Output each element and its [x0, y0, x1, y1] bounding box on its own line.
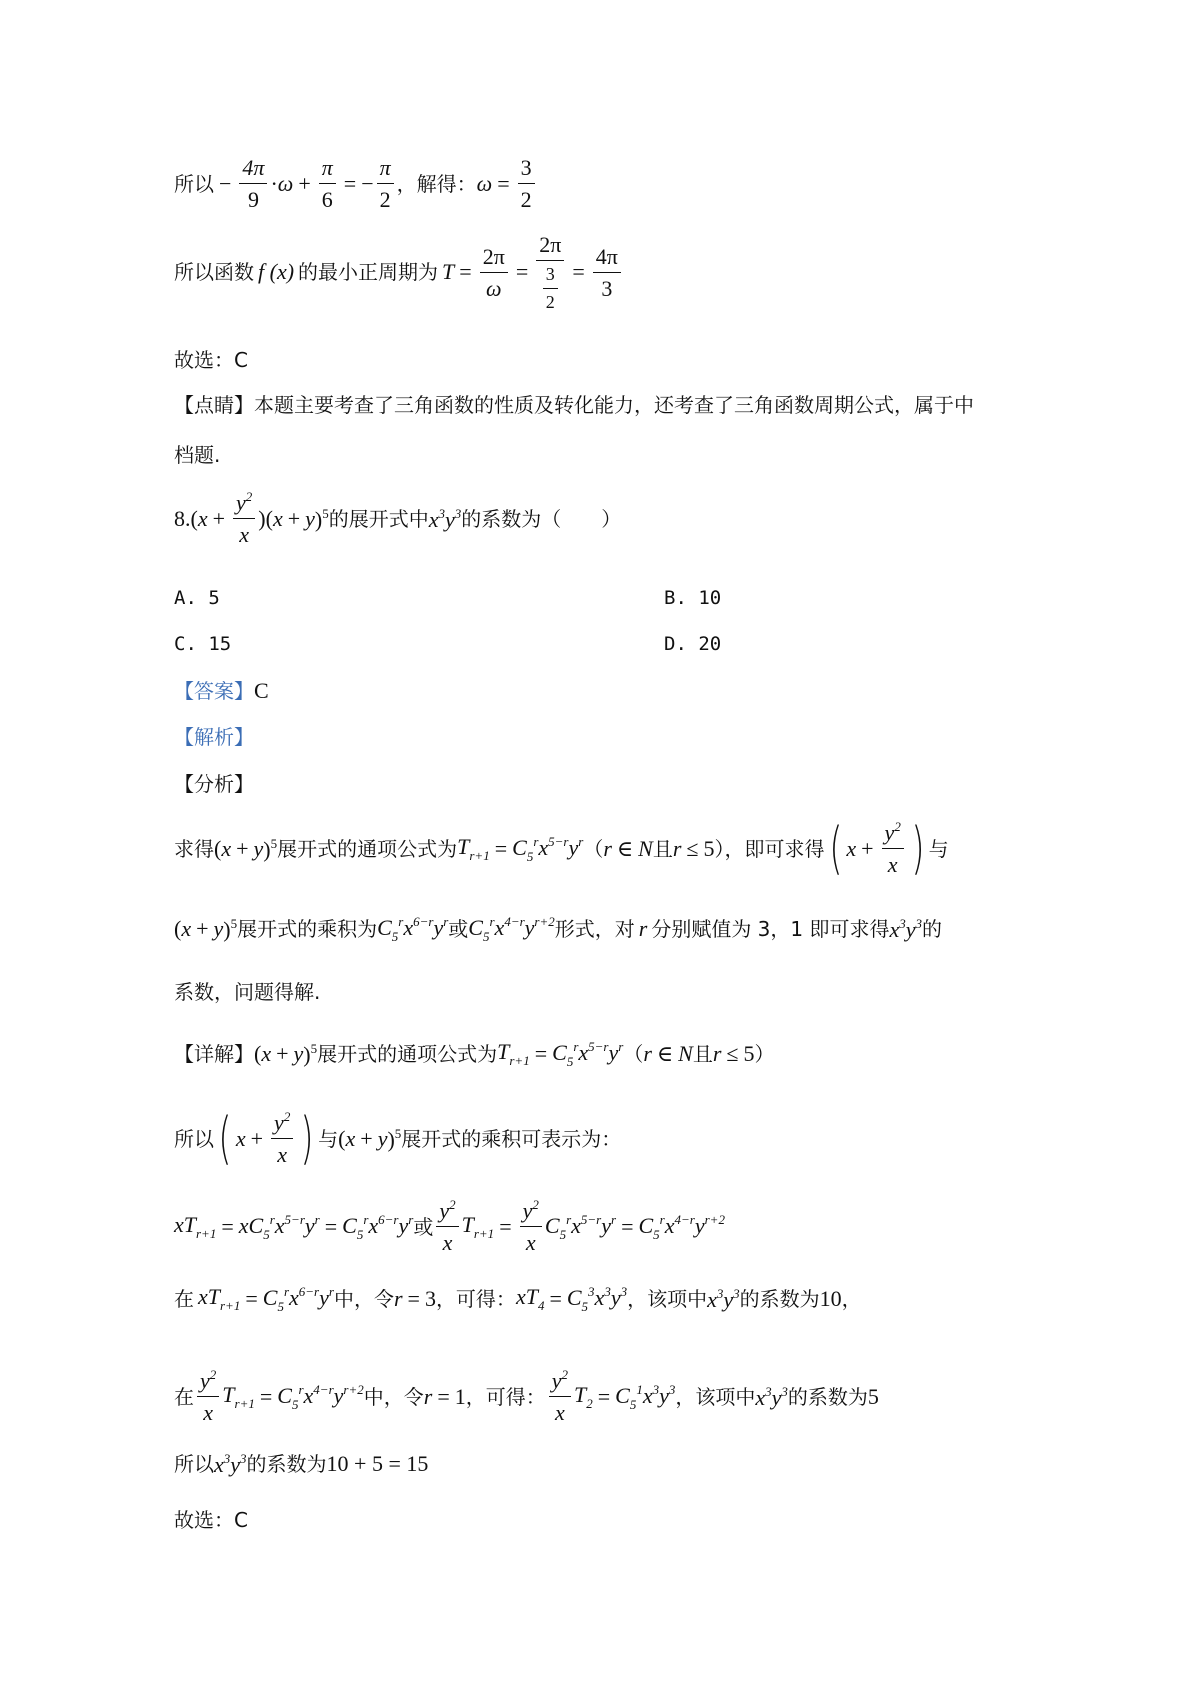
- option-d[interactable]: D. 20: [664, 633, 722, 655]
- dianjing-line1: 【点睛】本题主要考查了三角函数的性质及转化能力，还考查了三角函数周期公式，属于中: [174, 393, 974, 417]
- fraction: $\frac{\pi}{6}$: [319, 155, 336, 213]
- xiangjie-line3: $xT_{r+1}$ = $xC_5^rx^{5-r}y^r$ = $C_5^rx^{6-r}y^r$ 或 $\frac{y^2}{x}$ $T_{r+1}$ = $\frac{y^2}{x}$ $C_5^rx^{5-r}y^r$ = $C_5^rx^{4-r}y^{r+2}$: [174, 1197, 725, 1256]
- option-c[interactable]: C. 15: [174, 633, 232, 655]
- xiangjie-line4: 在 $xT_{r+1}$ = $C_5^rx^{6-r}y^r$ 中，令 r = 3 ，可得： $xT_4$ = $C_5^3x^3y^3$ ，该项中 $x^3y^3$ 的系数为 10 ，: [174, 1284, 862, 1314]
- xiangjie-choice: 故选：C: [174, 1508, 248, 1532]
- dianjing-line2: 档题.: [174, 443, 221, 467]
- choice-line: 故选：C: [174, 348, 248, 372]
- text: 所以: [174, 171, 214, 196]
- xiangjie-line2: 所以 ( x + $\frac{y^2}{x}$ ) 与 ( x + y )$^5$ 展开式的乘积可表示为：: [174, 1105, 622, 1171]
- option-a[interactable]: A. 5: [174, 587, 220, 609]
- xiangjie-line5: 在 $\frac{y^2}{x}$ $T_{r+1}$ = $C_5^rx^{4-r}y^{r+2}$ 中，令 r = 1 ，可得： $\frac{y^2}{x}$ $T_2$ = $C_5^1x^3y^3$ ，该项中 $x^3y^3$ 的系数为 5: [174, 1367, 879, 1426]
- xiangjie-line1: 【详解】 ( x + y )$^5$ 展开式的通项公式为 $T_{r+1}$ = $C_5^rx^{5-r}y^r$ （ r ∈ N 且 r ≤ 5 ）: [174, 1039, 775, 1069]
- question-8: 8. ( x + $\frac{y^2}{x}$ )( x + y )$^5$ 的展开式中 $x^3y^3$ 的系数为（ ）: [174, 489, 622, 548]
- fenxi-tag: 【分析】: [174, 772, 254, 796]
- fenxi-line3: 系数，问题得解.: [174, 980, 321, 1004]
- solution-line-period: 所以函数 f (x) 的最小正周期为 T = $\frac{2\pi}{\omega}$ = $\frac{2\pi}{\frac{3}{2}}$ = $\frac{4\pi}{3}$: [174, 232, 624, 313]
- fraction: $\frac{4\pi}{3}$: [593, 244, 621, 302]
- fraction: $\frac{4\pi}{9}$: [239, 155, 267, 213]
- fraction: $\frac{\pi}{2}$: [377, 155, 394, 213]
- jiexi-tag: 【解析】: [174, 725, 254, 749]
- fraction: $\frac{3}{2}$: [518, 155, 535, 213]
- fraction: $\frac{2\pi}{\frac{3}{2}}$: [536, 232, 564, 313]
- answer-line: 【答案】 C: [174, 678, 269, 703]
- solution-line-omega: 所以 − $\frac{4\pi}{9}$ · ω + $\frac{\pi}{6}$ = − $\frac{\pi}{2}$ ，解得： ω = $\frac{3}{2}$: [174, 155, 538, 213]
- fraction: $\frac{2\pi}{\omega}$: [480, 244, 508, 302]
- xiangjie-line6: 所以 $x^3y^3$ 的系数为 10 + 5 = 15: [174, 1451, 429, 1477]
- fenxi-line1: 求得 ( x + y )$^5$ 展开式的通项公式为 $T_{r+1}$ = $C_5^rx^{5-r}y^r$ （ r ∈ N 且 r ≤ 5 ），即可求得 ( x + $\frac{y^2}{x}$ ) 与: [174, 815, 949, 881]
- fenxi-line2: ( x + y )$^5$ 展开式的乘积为 $C_5^rx^{6-r}y^r$ 或 $C_5^rx^{4-r}y^{r+2}$ 形式，对 r 分别赋值为 3，1 即可求得 $x^3y^3$ 的: [174, 914, 943, 944]
- option-b[interactable]: B. 10: [664, 587, 722, 609]
